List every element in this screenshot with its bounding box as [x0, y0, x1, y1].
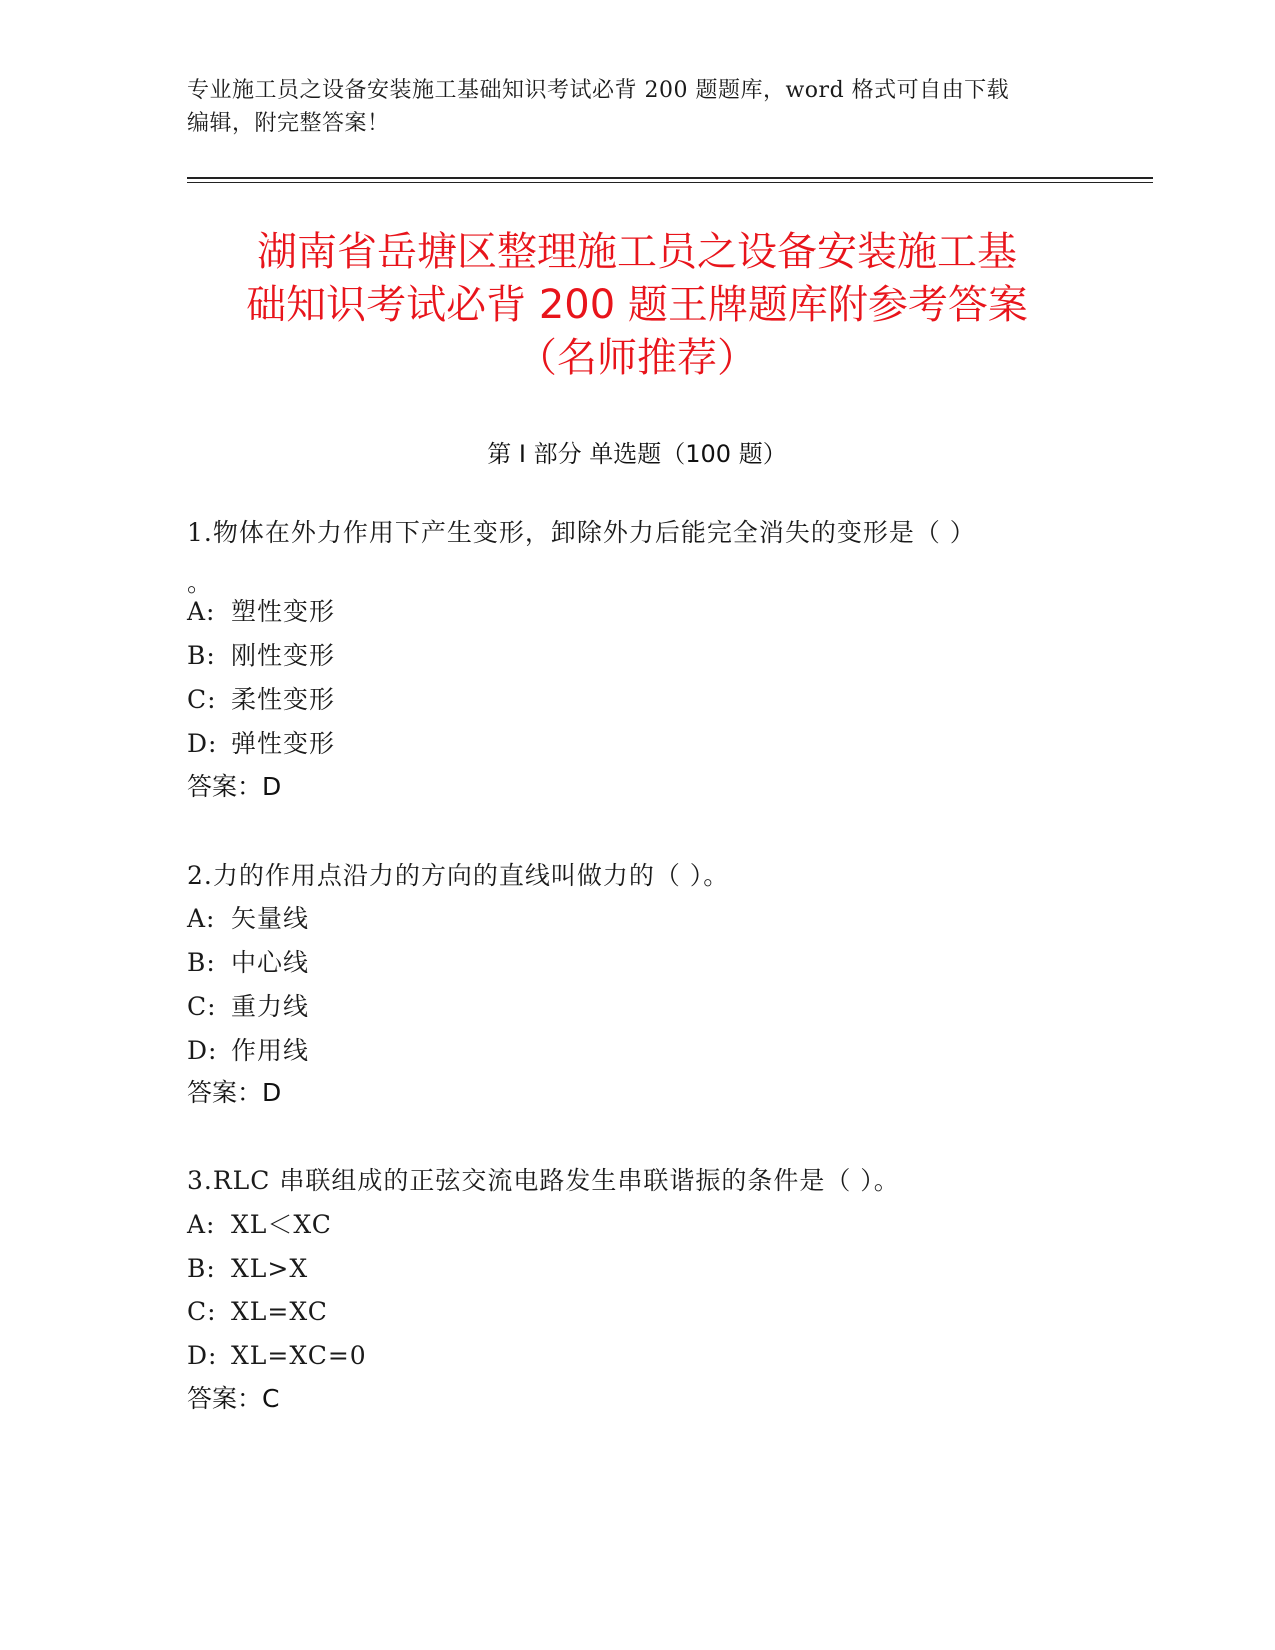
header-note-line2: 编辑，附完整答案！ [187, 111, 390, 136]
question-2-option-a [187, 904, 309, 934]
option-letter: B: [187, 1254, 216, 1283]
header-note [187, 74, 1087, 140]
question-2-text: 2.力的作用点沿力的方向的直线叫做力的（ ）。 [187, 861, 730, 890]
question-3-text: 3.RLC 串联组成的正弦交流电路发生串联谐振的条件是（ ）。 [187, 1166, 900, 1195]
option-text: 柔性变形 [231, 685, 336, 714]
question-2-option-d [187, 1036, 309, 1066]
option-text: XL=XC=0 [231, 1341, 367, 1370]
option-text: 矢量线 [231, 904, 310, 933]
title-line1: 湖南省岳塘区整理施工员之设备安装施工基 [257, 229, 1017, 275]
question-2-answer: 答案：D [187, 1078, 282, 1107]
header-divider-thick [187, 177, 1153, 179]
option-letter: D: [187, 1341, 218, 1370]
title-line2: 础知识考试必背 200 题王牌题库附参考答案 [246, 282, 1028, 328]
option-letter: B: [187, 948, 216, 977]
question-3-option-b [187, 1254, 308, 1284]
document-title [187, 226, 1087, 385]
option-text: 作用线 [231, 1036, 310, 1065]
option-letter: C: [187, 1297, 217, 1326]
option-letter: D: [187, 729, 218, 758]
question-3-answer: 答案：C [187, 1384, 280, 1413]
title-line3: （名师推荐） [517, 335, 757, 381]
option-letter: B: [187, 641, 216, 670]
option-text: 刚性变形 [231, 641, 336, 670]
question-1-option-d [187, 729, 335, 759]
question-2-option-b [187, 948, 309, 978]
question-2-option-c [187, 992, 309, 1022]
section-heading: 第 I 部分 单选题（100 题） [487, 440, 787, 468]
option-letter: C: [187, 685, 217, 714]
option-letter: A: [187, 597, 216, 626]
header-note-line1: 专业施工员之设备安装施工基础知识考试必背 200 题题库，word 格式可自由下载 [187, 78, 1010, 103]
option-text: 弹性变形 [231, 729, 336, 758]
question-3-option-a [187, 1210, 332, 1240]
option-text: XL>X [231, 1254, 309, 1283]
option-text: 塑性变形 [231, 597, 336, 626]
option-text: 重力线 [231, 992, 310, 1021]
question-1-text-line1: 1.物体在外力作用下产生变形，卸除外力后能完全消失的变形是（ ） [187, 518, 976, 547]
question-3-option-c [187, 1297, 328, 1327]
question-1-option-c [187, 685, 335, 715]
question-1-text-line2: 。 [187, 568, 214, 597]
question-3-option-d [187, 1341, 367, 1371]
option-text: 中心线 [231, 948, 310, 977]
option-letter: D: [187, 1036, 218, 1065]
question-1-answer: 答案：D [187, 772, 282, 801]
question-1-text [187, 508, 1067, 608]
option-letter: A: [187, 904, 216, 933]
option-letter: A: [187, 1210, 216, 1239]
header-divider-thin [187, 182, 1153, 183]
question-1-option-a [187, 597, 335, 627]
question-1-option-b [187, 641, 335, 671]
option-text: XL＜XC [231, 1210, 332, 1239]
option-letter: C: [187, 992, 217, 1021]
option-text: XL=XC [231, 1297, 328, 1326]
